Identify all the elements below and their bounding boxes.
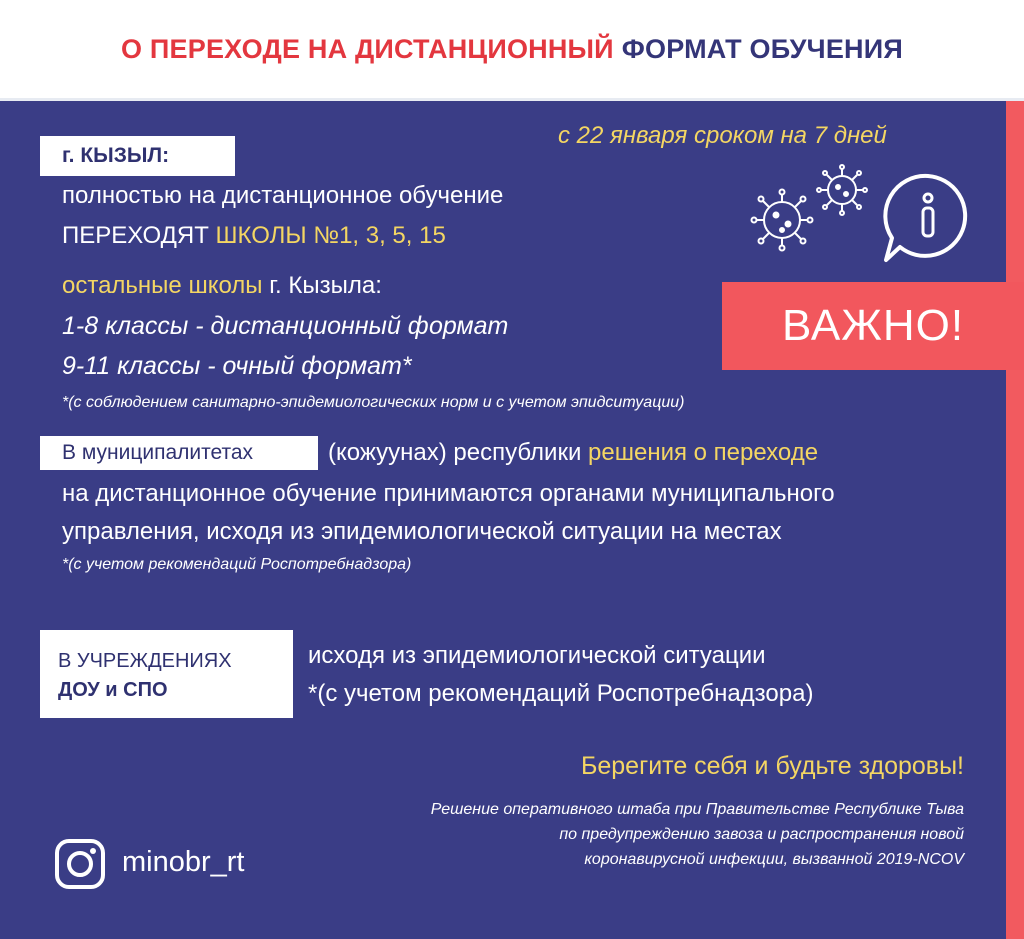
sanitary-note: *(с соблюдением санитарно-эпидемиологических норм и с учетом эпидситуации) — [62, 394, 685, 411]
other-schools-rest: г. Кызыла: — [269, 272, 382, 299]
institutions-line1: исходя из эпидемиологической ситуации — [308, 642, 766, 669]
kyzyl-label: г. КЫЗЫЛ: — [40, 136, 235, 176]
kyzyl-line2-prefix: ПЕРЕХОДЯТ — [62, 222, 209, 249]
accent-strip — [1006, 101, 1024, 939]
virus-icon — [742, 160, 882, 270]
instagram-icon[interactable] — [54, 838, 106, 890]
title-part-blue: ФОРМАТ ОБУЧЕНИЯ — [621, 33, 903, 64]
municipal-note: *(с учетом рекомендаций Роспотребнадзора) — [62, 556, 412, 573]
info-icon — [878, 168, 978, 268]
footer-note — [431, 797, 964, 872]
slogan: Берегите себя и будьте здоровы! — [580, 752, 964, 780]
institutions-label-line2: ДОУ и СПО — [58, 679, 168, 701]
municipal-rest1: (кожуунах) республики — [328, 439, 582, 466]
municipal-highlight: решения о переходе — [588, 439, 819, 466]
footer-line2: по предупреждению завоза и распространения новой — [559, 826, 964, 843]
kyzyl-line2 — [62, 222, 446, 250]
municipal-line3: управления, исходя из эпидемиологической ситуации на местах — [62, 518, 782, 545]
header-banner — [0, 0, 1024, 101]
kyzyl-schools: ШКОЛЫ №1, 3, 5, 15 — [215, 222, 446, 249]
kyzyl-other-schools — [62, 272, 382, 300]
municipal-line1 — [328, 439, 818, 467]
municipal-line2: на дистанционное обучение принимаются органами муниципального — [62, 480, 835, 507]
institutions-label — [40, 630, 293, 718]
grades-remote: 1-8 классы - дистанционный формат — [62, 312, 509, 340]
period-text: с 22 января сроком на 7 дней — [558, 122, 887, 149]
municipal-label: В муниципалитетах — [40, 436, 318, 470]
title-part-red: О ПЕРЕХОДЕ НА ДИСТАНЦИОННЫЙ — [121, 33, 614, 64]
footer-line1: Решение оперативного штаба при Правительстве Республике Тыва — [430, 801, 964, 818]
institutions-line2: *(с учетом рекомендаций Роспотребнадзора) — [308, 680, 814, 707]
grades-in-person: 9-11 классы - очный формат* — [62, 352, 412, 380]
footer-line3: коронавирусной инфекции, вызванной 2019-NCOV — [584, 851, 964, 868]
other-schools-highlight: остальные школы — [62, 272, 263, 299]
institutions-label-line1: В УЧРЕЖДЕНИЯХ — [58, 650, 232, 672]
important-badge: ВАЖНО! — [722, 282, 1024, 370]
kyzyl-line1: полностью на дистанционное обучение — [62, 182, 504, 209]
instagram-handle[interactable]: minobr_rt — [122, 846, 245, 878]
